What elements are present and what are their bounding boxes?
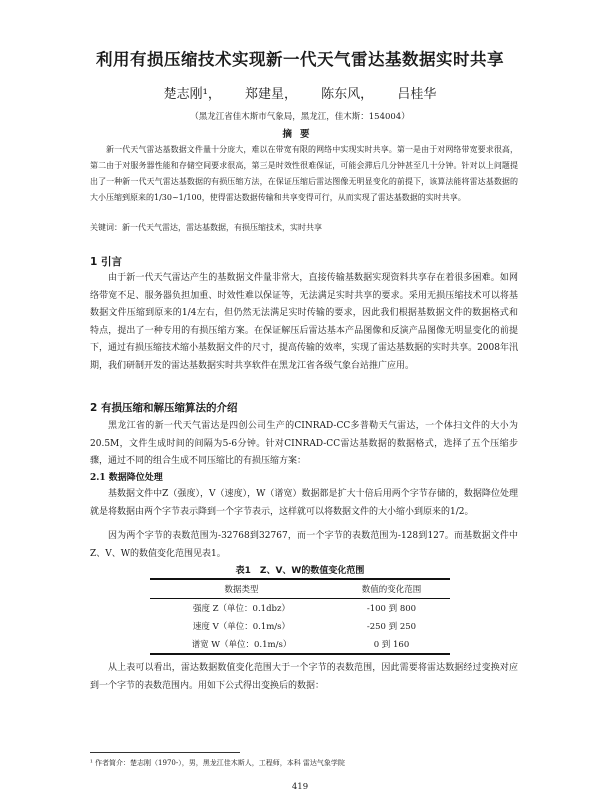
paper-title: 利用有损压缩技术实现新一代天气雷达基数据实时共享 [96, 50, 504, 69]
table-cell: 强度 Z（单位：0.1dbz） [192, 604, 290, 614]
value-range-table [150, 578, 450, 655]
author-name: 郑建星， [245, 87, 298, 102]
bit-reduction-paragraph: 基数据文件中Z（强度），V（速度），W（谱宽）数据都是扩大十倍后用两个字节存储的，数据降位处理就是将数据由两个字节表示降到一个字节表示，这样就可以将数据文件的大小缩小到原来的1/2。 [90, 489, 518, 517]
algorithm-paragraph: 黑龙江省的新一代天气雷达是四创公司生产的CINRAD-CC多普勒天气雷达，一个体扫文件的大小为20.5M，文件生成时间的间隔为5-6分钟。针对CINRAD-CC雷达基数据的数据格式，选择了五个压缩步骤，通过不同的组合生成不同压缩比的有损压缩方案： [90, 421, 518, 466]
table-row [150, 617, 450, 635]
range-paragraph: 因为两个字节的表数范围为-32768到32767，而一个字节的表数范围为-128到127。而基数据文件中Z、V、W的数值变化范围见表1。 [90, 531, 518, 559]
footnote: ¹ 作者简介：楚志刚（1970-），男，黑龙江佳木斯人，工程师，本科 雷达气象学院 [90, 759, 345, 767]
keywords: 关键词：新一代天气雷达，雷达基数据，有损压缩技术，实时共享 [90, 223, 322, 232]
author-name: 吕桂华 [397, 87, 437, 102]
table-cell: 0 到 160 [373, 640, 410, 650]
author-list [0, 83, 600, 102]
affiliation: （黑龙江省佳木斯市气象局，黑龙江，佳木斯：154004） [190, 112, 410, 122]
subsection-heading: 2.1 数据降位处理 [90, 473, 163, 483]
page-number: 419 [291, 782, 309, 792]
intro-paragraph: 由于新一代天气雷达产生的基数据文件量非常大，直接传输基数据实现资料共享存在着很多困难。如网络带宽不足、服务器负担加重、时效性难以保证等，无法满足实时共享的要求。采用无损压缩技术可以将基数据文件压缩到原来的1/4左右，但仍然无法满足实时传输的要求，因此我们根据基数据文件的数据格式和特点，提出了一种专用的有损压缩方案。在保证解压后雷达基本产品图像和反演产品图像无明显变化的前提下，通过有损压缩技术缩小基数据文件的尺寸，提高传输的效率，实现了雷达基数据的实时共享。2008年汛期，我们研制开发的雷达基数据实时共享软件在黑龙江省各级气象台站推广应用。 [90, 273, 518, 371]
author-name: 陈东风， [321, 87, 374, 102]
author-name: 楚志刚¹， [163, 87, 221, 102]
table-caption: 表1 Z、V、W的数值变化范围 [235, 566, 365, 576]
table-row [150, 599, 450, 618]
table-cell: -250 到 250 [366, 622, 417, 632]
table-header-row [150, 579, 450, 599]
table-cell: -100 到 800 [366, 604, 417, 614]
table-cell: 速度 V（单位：0.1m/s） [192, 622, 291, 632]
table-header-cell: 数据类型 [224, 585, 259, 595]
table-row [150, 635, 450, 654]
section-heading-algorithm: 2 有损压缩和解压缩算法的介绍 [90, 402, 238, 414]
table-cell: 谱宽 W（单位：0.1m/s） [191, 640, 292, 650]
section-heading-intro: 1 引言 [90, 256, 122, 268]
footnote-rule [90, 752, 240, 753]
post-table-paragraph: 从上表可以看出，雷达数据数值变化范围大于一个字节的表数范围，因此需要将雷达数据经过变换对应到一个字节的表数范围内。用如下公式得出变换后的数据： [90, 663, 518, 691]
abstract-heading: 摘要 [282, 129, 318, 140]
table-header-cell: 数值的变化范围 [361, 585, 422, 595]
abstract-text: 新一代天气雷达基数据文件量十分庞大，难以在带宽有限的网络中实现实时共享。第一是由于对网络带宽要求很高，第二由于对服务器性能和存储空间要求很高，第三是时效性很难保证，可能会滞后几分钟甚至几十分钟。针对以上问题提出了一种新一代天气雷达基数据的有损压缩方法，在保证压缩后雷达图像无明显变化的前提下，该算法能将雷达基数据的大小压缩到原来的1/30~1/100，使得雷达数据传输和共享变得可行，从而实现了雷达基数据的实时共享。 [90, 145, 518, 202]
